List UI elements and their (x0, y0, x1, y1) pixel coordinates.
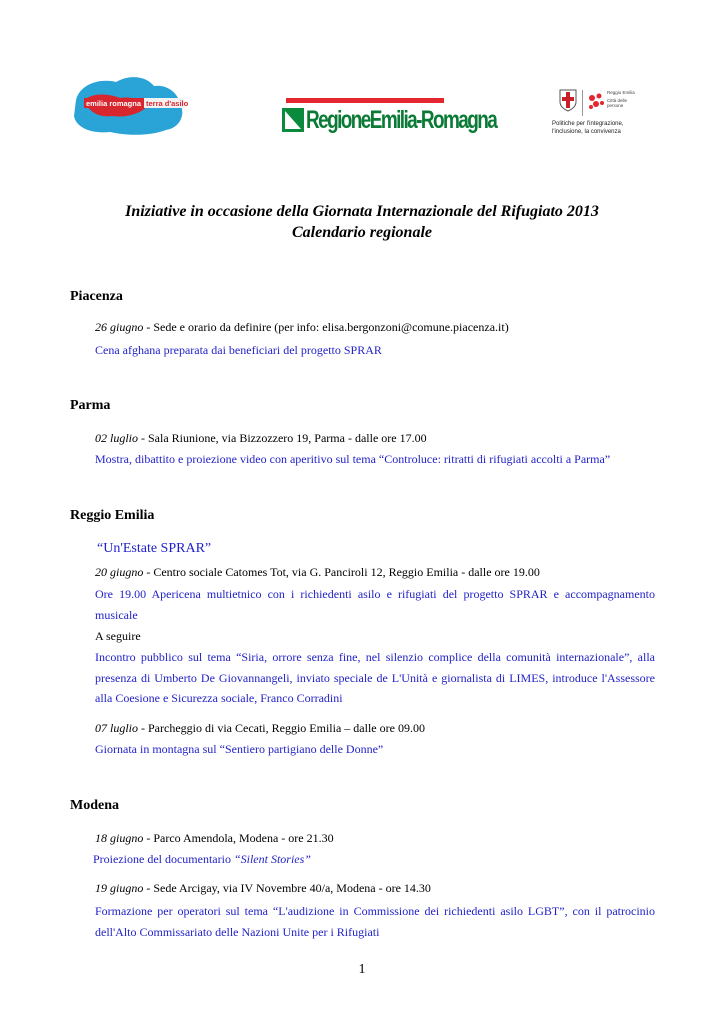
event-date: 18 giugno (95, 831, 144, 845)
event-info-piacenza-1 (95, 320, 509, 335)
reggio-event-series-title: “Un'Estate SPRAR” (97, 541, 212, 556)
document-subtitle: Calendario regionale (291, 224, 432, 241)
event-description-modena-2: Formazione per operatori sul tema “L'audizione in Commissione dei richiedenti asilo LGBT”, con il patrocinio dell'Alto Commissariato delle Nazioni Unite per i Rifugiati (95, 904, 655, 939)
coat-of-arms-icon (558, 88, 578, 112)
logo-left-line2: terra d'asilo (146, 99, 189, 108)
event-date: 07 luglio (95, 721, 139, 735)
event-date: 26 giugno (95, 320, 144, 334)
logo-green-emblem (282, 108, 304, 132)
event-description-reggio-1b: Incontro pubblico sul tema “Siria, orrore senza fine, nel silenzio complice della comunità internazionale”, alla presenza di Umberto De Giovannangeli, inviato speciale de L'Unità e giornalista di LIMES, introduce l'Assessore alla Coesione e Sicurezza sociale, Franco Corradini (95, 650, 655, 705)
event-info-modena-1 (95, 831, 334, 846)
regione-emilia-romagna-logo (282, 98, 497, 136)
logo-red-bar (286, 98, 444, 103)
event-location: - Parco Amendola, Modena - ore 21.30 (143, 831, 334, 845)
event-location: - Sala Riunione, via Bizzozzero 19, Parma - dalle ore 17.00 (138, 431, 427, 445)
event-description-modena-1 (93, 852, 311, 867)
logo-right-bottom2: l'inclusione, la convivenza (552, 129, 621, 135)
emilia-romagna-terra-asilo-logo (70, 70, 190, 140)
logo-left-line1: emilia romagna (86, 99, 142, 108)
city-heading-modena: Modena (70, 798, 119, 813)
logo-divider (582, 90, 583, 116)
event-follow-label: A seguire (95, 629, 141, 643)
event-date: 02 luglio (95, 431, 139, 445)
event-location: - Sede e orario da definire (per info: elisa.bergonzoni@comune.piacenza.it) (143, 320, 509, 334)
event-description-reggio-2: Giornata in montagna sul “Sentiero partigiano delle Donne” (95, 742, 384, 756)
reggio-emilia-logo (552, 88, 642, 140)
event-date: 20 giugno (95, 565, 144, 579)
event-info-reggio-1 (95, 565, 540, 580)
event-date: 19 giugno (95, 881, 144, 895)
city-heading-reggio-emilia: Reggio Emilia (70, 508, 155, 523)
logo-right-bottom1: Politiche per l'integrazione, (552, 121, 624, 127)
event-description-reggio-1: Ore 19.00 Apericena multietnico con i richiedenti asilo e rifugiati del progetto SPRAR e accompagnamento musicale (95, 587, 655, 622)
event-info-reggio-2 (95, 721, 425, 736)
page-number: 1 (358, 962, 366, 977)
city-heading-piacenza: Piacenza (70, 289, 123, 304)
people-dots-icon (586, 90, 606, 114)
event-description-parma-1: Mostra, dibattito e proiezione video con aperitivo sul tema “Controluce: ritratti di rifugiati accolti a Parma” (95, 452, 611, 466)
logo-center-text: RegioneEmilia-Romagna (306, 107, 497, 135)
event-location: - Sede Arcigay, via IV Novembre 40/a, Modena - ore 14.30 (143, 881, 431, 895)
event-info-parma-1 (95, 431, 427, 446)
document-title: Iniziative in occasione della Giornata Internazionale del Rifugiato 2013 (125, 203, 599, 220)
event-location: - Parcheggio di via Cecati, Reggio Emilia – dalle ore 09.00 (138, 721, 425, 735)
event-description-text: Proiezione del documentario (93, 852, 234, 866)
logo-right-top: Reggio Emilia (607, 90, 635, 95)
event-location: - Centro sociale Catomes Tot, via G. Panciroli 12, Reggio Emilia - dalle ore 19.00 (143, 565, 540, 579)
film-title: “Silent Stories” (233, 852, 311, 866)
logo-right-middle: Città delle persone (607, 98, 628, 108)
city-heading-parma: Parma (70, 398, 111, 413)
event-description-piacenza-1: Cena afghana preparata dai beneficiari del progetto SPRAR (95, 343, 382, 357)
event-info-modena-2 (95, 881, 431, 896)
